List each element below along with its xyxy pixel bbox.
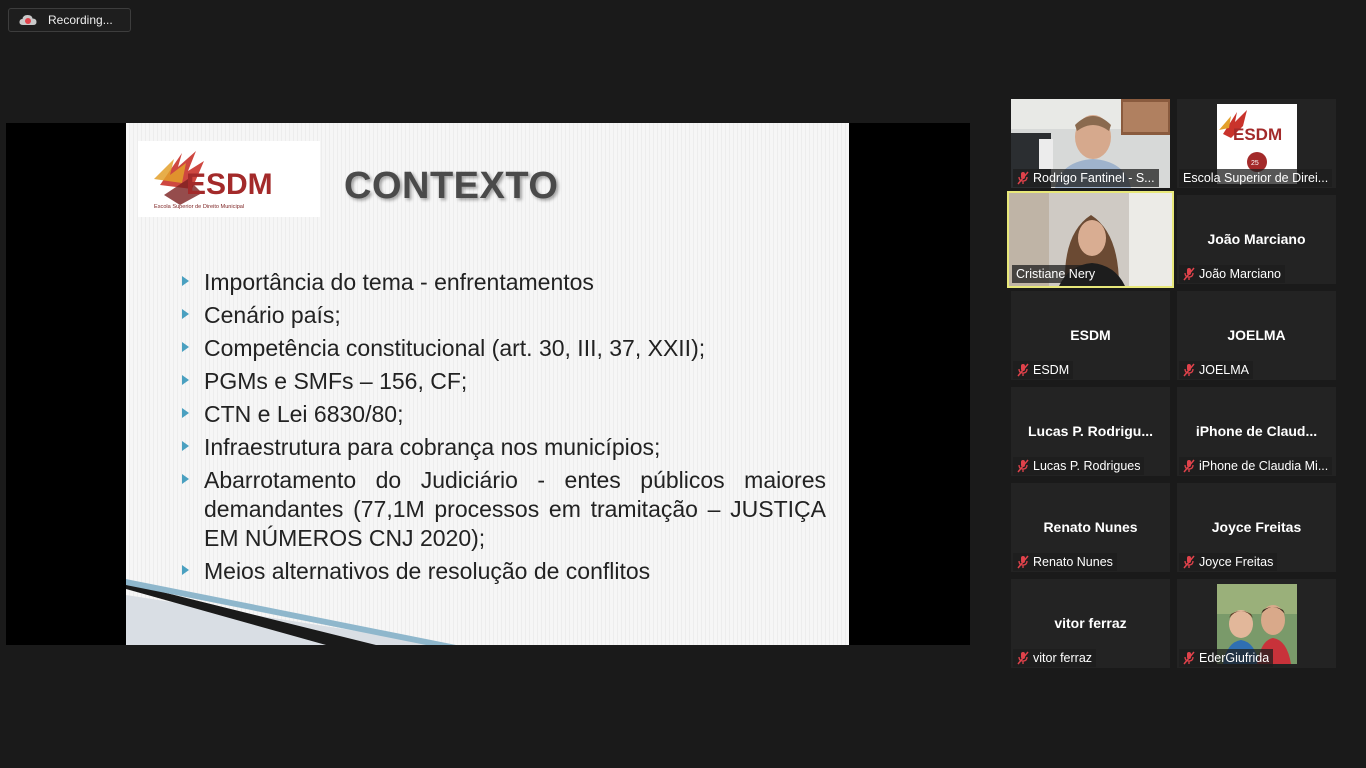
participant-name-label: Escola Superior de Direi... — [1179, 169, 1332, 187]
participant-tile-vitor[interactable] — [1011, 579, 1170, 668]
mic-muted-icon — [1017, 171, 1029, 185]
participant-tile-esdm[interactable] — [1011, 291, 1170, 380]
recording-label: Recording... — [48, 13, 113, 27]
participant-name-label: Rodrigo Fantinel - S... — [1013, 169, 1159, 187]
slide-title: CONTEXTO — [344, 165, 559, 207]
triangle-bullet-icon — [182, 342, 189, 352]
mic-muted-icon — [1183, 363, 1195, 377]
participant-display-name: JOELMA — [1227, 327, 1286, 343]
participant-name-label: Cristiane Nery — [1012, 265, 1099, 283]
slide-bullet-list — [182, 268, 826, 590]
participant-name-label: ESDM — [1013, 361, 1073, 379]
participant-tile-lucas[interactable] — [1011, 387, 1170, 476]
mic-muted-icon — [1017, 651, 1029, 665]
participant-tile-eder[interactable] — [1177, 579, 1336, 668]
participant-display-name: iPhone de Claud... — [1195, 423, 1318, 439]
presentation-slide — [126, 123, 849, 645]
recording-indicator[interactable] — [8, 8, 131, 32]
mic-muted-icon — [1183, 555, 1195, 569]
participant-display-name: ESDM — [1070, 327, 1111, 343]
participant-name-label: João Marciano — [1179, 265, 1285, 283]
participant-name-label: Joyce Freitas — [1179, 553, 1277, 571]
mic-muted-icon — [1183, 459, 1195, 473]
participant-name-label: Lucas P. Rodrigues — [1013, 457, 1144, 475]
participant-tile-joao[interactable] — [1177, 195, 1336, 284]
cloud-record-icon — [19, 14, 37, 26]
participant-display-name: Joyce Freitas — [1211, 519, 1302, 535]
slide-bullet: Infraestrutura para cobrança nos municípios; — [182, 433, 826, 462]
participant-tile-cristiane[interactable] — [1009, 193, 1172, 286]
esdm-logo — [138, 141, 320, 217]
svg-text:ESDM: ESDM — [186, 168, 273, 201]
participant-name-label: Renato Nunes — [1013, 553, 1117, 571]
slide-bullet: Cenário país; — [182, 301, 826, 330]
participant-tile-renato[interactable] — [1011, 483, 1170, 572]
slide-bullet: CTN e Lei 6830/80; — [182, 400, 826, 429]
mic-muted-icon — [1183, 267, 1195, 281]
participant-tile-rodrigo[interactable] — [1011, 99, 1170, 188]
slide-bullet: Abarrotamento do Judiciário - entes públicos maiores demandantes (77,1M processos em tramitação – JUSTIÇA EM NÚMEROS CNJ 2020); — [182, 466, 826, 553]
triangle-bullet-icon — [182, 408, 189, 418]
screen-share-area[interactable] — [6, 123, 970, 645]
participant-tile-escola[interactable] — [1177, 99, 1336, 188]
participant-tile-iphone[interactable] — [1177, 387, 1336, 476]
participant-display-name: João Marciano — [1207, 231, 1306, 247]
slide-bullet: PGMs e SMFs – 156, CF; — [182, 367, 826, 396]
mic-muted-icon — [1183, 651, 1195, 665]
svg-text:Escola Superior de Direito Mun: Escola Superior de Direito Municipal — [154, 204, 245, 210]
participant-tile-joyce[interactable] — [1177, 483, 1336, 572]
participant-name-label: JOELMA — [1179, 361, 1253, 379]
participant-name-label: EderGiufrida — [1179, 649, 1273, 667]
participant-name-label: iPhone de Claudia Mi... — [1179, 457, 1332, 475]
slide-bullet: Meios alternativos de resolução de conflitos — [182, 557, 826, 586]
triangle-bullet-icon — [182, 276, 189, 286]
svg-text:ESDM: ESDM — [1233, 125, 1283, 144]
triangle-bullet-icon — [182, 309, 189, 319]
mic-muted-icon — [1017, 555, 1029, 569]
participant-display-name: Lucas P. Rodrigu... — [1028, 423, 1153, 439]
triangle-bullet-icon — [182, 441, 189, 451]
slide-bullet: Importância do tema - enfrentamentos — [182, 268, 826, 297]
svg-text:25: 25 — [1251, 160, 1259, 167]
participant-display-name: Renato Nunes — [1043, 519, 1138, 535]
mic-muted-icon — [1017, 363, 1029, 377]
mic-muted-icon — [1017, 459, 1029, 473]
triangle-bullet-icon — [182, 565, 189, 575]
participant-name-label: vitor ferraz — [1013, 649, 1096, 667]
participant-display-name: vitor ferraz — [1054, 615, 1127, 631]
triangle-bullet-icon — [182, 375, 189, 385]
triangle-bullet-icon — [182, 474, 189, 484]
slide-decoration — [126, 575, 849, 645]
participant-tile-joelma[interactable] — [1177, 291, 1336, 380]
slide-bullet: Competência constitucional (art. 30, III, 37, XXII); — [182, 334, 826, 363]
